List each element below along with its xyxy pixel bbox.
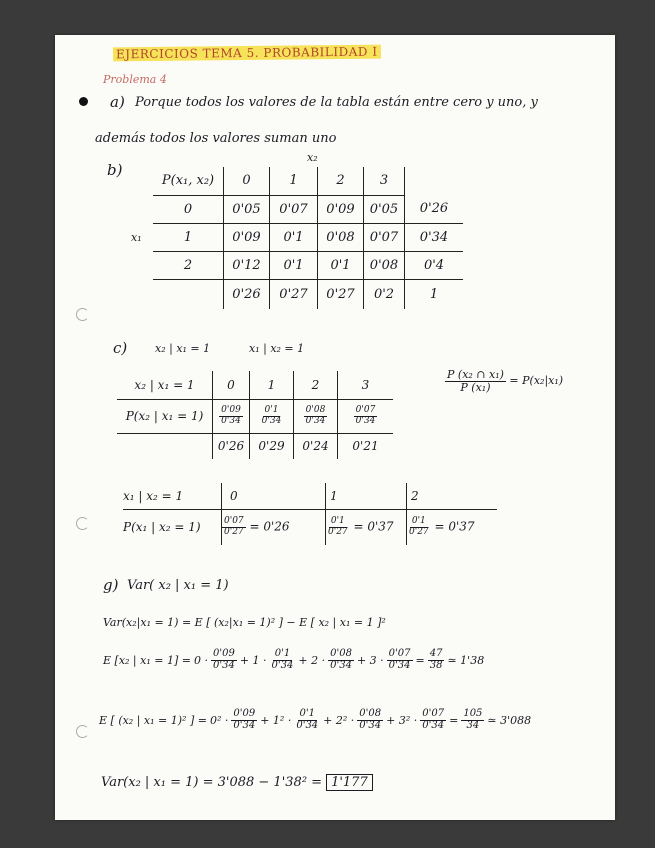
t2-result: = 0'37 bbox=[353, 519, 394, 534]
frac-num: 0'1 bbox=[274, 648, 291, 659]
t2-col: 1 bbox=[326, 483, 407, 509]
table-cell: 0'08 bbox=[318, 223, 364, 251]
table-cell: 0'08 bbox=[364, 251, 405, 279]
frac-num: 0'07 bbox=[224, 516, 244, 527]
expectation-line: E [x₂ | x₁ = 1] = 0 · $\frac{0'09}{0'34}$ + 1 · $\frac{0'1}{0'34}$ + 2 · $\frac{0'08}{0'34}$ + 3 · $\frac{0'07}{0'34}$ = $\frac{47}{38}$ ≃ 1'38 bbox=[103, 648, 485, 671]
frac-den: 0'34 bbox=[271, 659, 294, 671]
t1-result: 0'24 bbox=[294, 433, 338, 459]
t1-result: 0'26 bbox=[213, 433, 250, 459]
frac-den: 0'34 bbox=[221, 415, 241, 426]
part-a-line2: además todos los valores suman uno bbox=[95, 131, 337, 146]
page-title: EJERCICIOS TEMA 5. PROBABILIDAD I bbox=[113, 45, 381, 62]
table-cell: 0'1 bbox=[318, 251, 364, 279]
col-marginal: 0'27 bbox=[318, 279, 364, 309]
frac-num: 0'1 bbox=[299, 708, 315, 719]
table-cell: 0'1 bbox=[270, 251, 318, 279]
t1-result: 0'29 bbox=[250, 433, 294, 459]
final-result-box: 1'177 bbox=[326, 774, 373, 791]
coef: + 2² · bbox=[323, 713, 355, 727]
frac-den: 0'34 bbox=[296, 719, 319, 731]
frac-num: 0'08 bbox=[305, 405, 326, 416]
frac-den: 0'34 bbox=[359, 719, 382, 731]
table-cell: 0'07 bbox=[364, 223, 405, 251]
frac-den: 38 bbox=[429, 659, 443, 671]
frac-den: 34 bbox=[466, 719, 480, 731]
punch-hole-icon bbox=[76, 308, 89, 321]
frac-den: 0'34 bbox=[261, 415, 282, 426]
final-lhs: Var(x₂ | x₁ = 1) = 3'088 − 1'38² = bbox=[101, 775, 323, 790]
table-cell: 0'05 bbox=[364, 195, 405, 223]
coef: + 3² · bbox=[386, 713, 418, 727]
t1-col: 1 bbox=[250, 371, 294, 399]
x2-axis-label: x₂ bbox=[307, 151, 318, 164]
total-probability: 1 bbox=[429, 286, 439, 302]
table-cell: 0'07 bbox=[270, 195, 318, 223]
t2-result: = 0'37 bbox=[434, 519, 475, 534]
frac-den: 0'34 bbox=[212, 659, 235, 671]
coef: + 2 · bbox=[298, 653, 326, 667]
t1-col: 2 bbox=[294, 371, 338, 399]
frac-num: 0'09 bbox=[212, 648, 235, 659]
frac-den: 0'34 bbox=[422, 719, 445, 731]
t1-header: x₂ | x₁ = 1 bbox=[117, 371, 213, 399]
table-cell: 0'1 bbox=[270, 223, 318, 251]
frac-num: 47 bbox=[429, 648, 443, 659]
row-marginal: 0'34 bbox=[405, 223, 464, 251]
t2-col: 2 bbox=[407, 483, 498, 509]
frac-den: 0'34 bbox=[305, 415, 326, 426]
coef: + 3 · bbox=[356, 653, 384, 667]
frac-den: 0'27 bbox=[224, 526, 244, 537]
table-cell: 0'09 bbox=[224, 223, 270, 251]
frac-num: 0'1 bbox=[330, 516, 345, 527]
t2-result: = 0'26 bbox=[249, 519, 290, 534]
frac-den: 0'34 bbox=[233, 719, 256, 731]
frac-den: 0'34 bbox=[330, 659, 352, 671]
col-header: 3 bbox=[364, 167, 405, 195]
row-header: 0 bbox=[153, 195, 224, 223]
frac-num: 0'08 bbox=[330, 648, 352, 659]
conditional-formula bbox=[445, 369, 563, 393]
frac-num: 105 bbox=[463, 708, 483, 719]
t1-row-label: P(x₂ | x₁ = 1) bbox=[117, 399, 213, 433]
table-cell: 0'09 bbox=[318, 195, 364, 223]
frac-num: 0'09 bbox=[233, 708, 256, 719]
t1-result: 0'21 bbox=[352, 439, 379, 454]
formula-denominator: P (x₁) bbox=[460, 380, 491, 394]
variance-formula: Var(x₂|x₁ = 1) = E [ (x₂|x₁ = 1)² ] − E [ x₂ | x₁ = 1 ]² bbox=[103, 616, 386, 629]
formula-rhs: = P(x₂|x₁) bbox=[509, 374, 564, 388]
joint-probability-table bbox=[153, 167, 463, 309]
t2-col: 0 bbox=[222, 483, 326, 509]
conditional-table-x2 bbox=[117, 371, 393, 459]
frac-num: 0'07 bbox=[422, 708, 445, 719]
coef: + 1² · bbox=[260, 713, 292, 727]
conditional-table-x1 bbox=[123, 483, 497, 545]
expectation-approx: ≃ 1'38 bbox=[447, 653, 485, 667]
frac-num: 0'1 bbox=[411, 516, 426, 527]
bullet-dot bbox=[79, 97, 88, 106]
row-header: 2 bbox=[153, 251, 224, 279]
frac-num: 0'08 bbox=[359, 708, 382, 719]
second-moment-approx: ≃ 3'088 bbox=[487, 713, 532, 727]
x1-axis-label: x₁ bbox=[131, 231, 142, 244]
col-header: 1 bbox=[270, 167, 318, 195]
final-line bbox=[101, 774, 373, 791]
part-c-label: c) bbox=[113, 339, 128, 357]
t1-col: 3 bbox=[338, 371, 394, 399]
t2-row-label: P(x₁ | x₂ = 1) bbox=[123, 509, 222, 545]
part-g-label: g) bbox=[103, 576, 119, 594]
coef: + 1 · bbox=[239, 653, 267, 667]
notebook-page bbox=[55, 35, 615, 820]
t1-col: 0 bbox=[213, 371, 250, 399]
frac-num: 0'1 bbox=[264, 405, 279, 416]
expectation-lhs: E [x₂ | x₁ = 1] = bbox=[103, 653, 191, 667]
table-corner: P(x₁, x₂) bbox=[153, 167, 224, 195]
row-marginal: 0'4 bbox=[405, 251, 464, 279]
second-moment-lhs: E [ (x₂ | x₁ = 1)² ] = bbox=[99, 713, 207, 727]
formula-numerator: P (x₂ ∩ x₁) bbox=[447, 368, 504, 381]
condition-1: x₂ | x₁ = 1 bbox=[155, 342, 211, 355]
col-marginal: 0'2 bbox=[364, 279, 405, 309]
frac-den: 0'27 bbox=[409, 526, 429, 537]
second-moment-line: E [ (x₂ | x₁ = 1)² ] = 0² · $\frac{0'09}{0'34}$ + 1² · $\frac{0'1}{0'34}$ + 2² · $\frac{0'08}{0'34}$ + 3² · $\frac{0'07}{0'34}$ = $\frac{105}{34}$ ≃ 3'088 bbox=[99, 708, 532, 731]
col-marginal: 0'27 bbox=[270, 279, 318, 309]
coef: 0 · bbox=[193, 653, 208, 667]
col-header: 2 bbox=[318, 167, 364, 195]
punch-hole-icon bbox=[76, 517, 89, 530]
col-header: 0 bbox=[224, 167, 270, 195]
part-a-line1: Porque todos los valores de la tabla están entre cero y uno, y bbox=[135, 95, 538, 110]
frac-den: 0'34 bbox=[388, 659, 411, 671]
col-marginal: 0'26 bbox=[224, 279, 270, 309]
part-a-label: a) bbox=[110, 93, 125, 111]
frac-num: 0'07 bbox=[388, 648, 411, 659]
row-marginal: 0'26 bbox=[405, 195, 464, 223]
frac-num: 0'09 bbox=[221, 405, 241, 416]
punch-hole-icon bbox=[76, 725, 89, 738]
problem-label: Problema 4 bbox=[103, 73, 167, 86]
frac-num: 0'07 bbox=[355, 405, 376, 416]
row-header: 1 bbox=[153, 223, 224, 251]
condition-2: x₁ | x₂ = 1 bbox=[249, 342, 305, 355]
coef: 0² · bbox=[209, 713, 229, 727]
frac-den: 0'34 bbox=[355, 415, 376, 426]
part-b-label: b) bbox=[107, 161, 123, 179]
table-cell: 0'05 bbox=[224, 195, 270, 223]
part-g-heading: Var( x₂ | x₁ = 1) bbox=[127, 578, 229, 593]
t2-header: x₁ | x₂ = 1 bbox=[123, 483, 222, 509]
table-cell: 0'12 bbox=[224, 251, 270, 279]
frac-den: 0'27 bbox=[328, 526, 348, 537]
